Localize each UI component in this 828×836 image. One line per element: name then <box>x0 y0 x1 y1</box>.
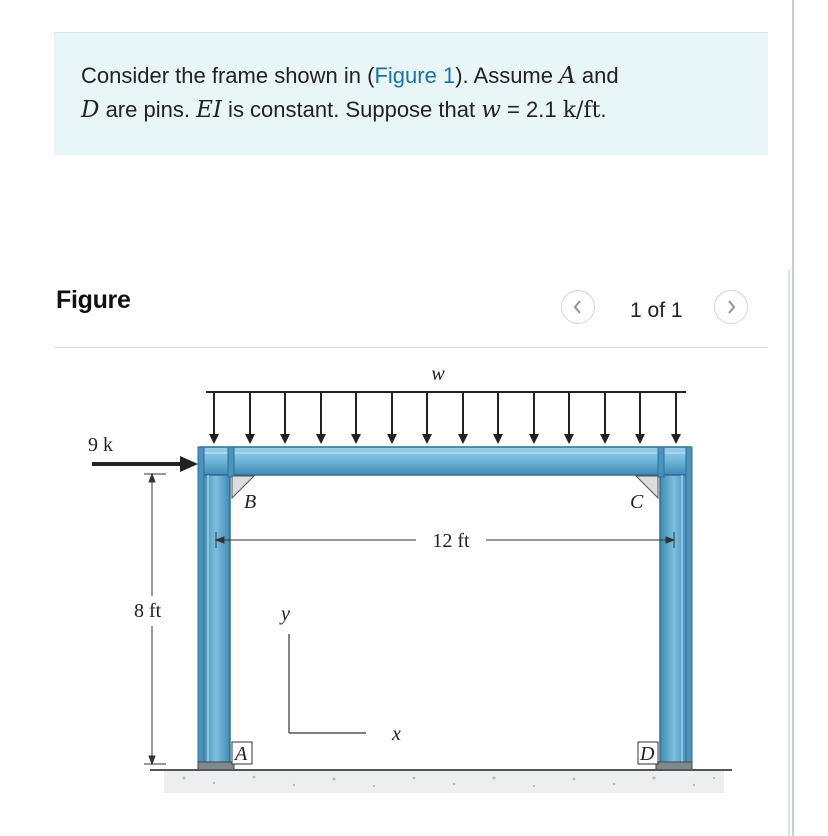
frame-diagram <box>54 350 768 836</box>
axis-y-label: y <box>281 603 290 625</box>
prev-figure-button[interactable] <box>561 290 595 324</box>
problem-text-4: are pins. <box>99 97 197 122</box>
chevron-right-icon <box>724 299 738 315</box>
frame-figure <box>54 350 768 836</box>
support-d-label: D <box>640 743 655 765</box>
column-cd <box>660 475 688 765</box>
load-label: w <box>431 363 445 385</box>
var-d: D <box>81 97 100 123</box>
next-figure-button[interactable] <box>714 290 748 324</box>
unit-kft: k/ft <box>562 98 601 123</box>
force-label: 9 k <box>88 434 113 456</box>
distributed-load <box>206 392 686 444</box>
support-plate-d <box>656 762 692 770</box>
problem-text-5: is constant. Suppose that <box>221 97 482 122</box>
ground <box>150 770 732 793</box>
support-a-label: A <box>235 743 248 765</box>
joint-c-label: C <box>630 491 644 513</box>
chevron-left-icon <box>571 299 585 315</box>
problem-text-3: and <box>575 63 619 88</box>
page-count: 1 of 1 <box>630 299 683 322</box>
problem-text-1: Consider the frame shown in ( <box>81 63 375 88</box>
axis-x-label: x <box>392 723 401 745</box>
point-load-9k <box>92 456 198 472</box>
var-a: A <box>559 63 576 89</box>
problem-text-6: = 2.1 <box>500 97 563 122</box>
beam-bc <box>200 447 690 475</box>
problem-statement <box>54 32 768 155</box>
support-plate-a <box>198 762 234 770</box>
figure-divider <box>54 347 768 348</box>
var-ei: EI <box>196 97 222 123</box>
panel-edge <box>788 270 790 836</box>
problem-text <box>81 59 761 127</box>
problem-text-2: ). Assume <box>455 63 560 88</box>
figure-title: Figure <box>56 286 131 314</box>
height-label: 8 ft <box>134 600 162 622</box>
span-label: 12 ft <box>432 530 470 552</box>
figure-link[interactable]: Figure 1 <box>374 63 456 88</box>
right-scroll-rule <box>792 0 794 836</box>
column-ab <box>202 475 230 765</box>
coordinate-axes <box>289 634 366 733</box>
problem-text-7: . <box>600 97 607 122</box>
var-w: w <box>481 97 501 123</box>
joint-b-label: B <box>244 491 257 513</box>
